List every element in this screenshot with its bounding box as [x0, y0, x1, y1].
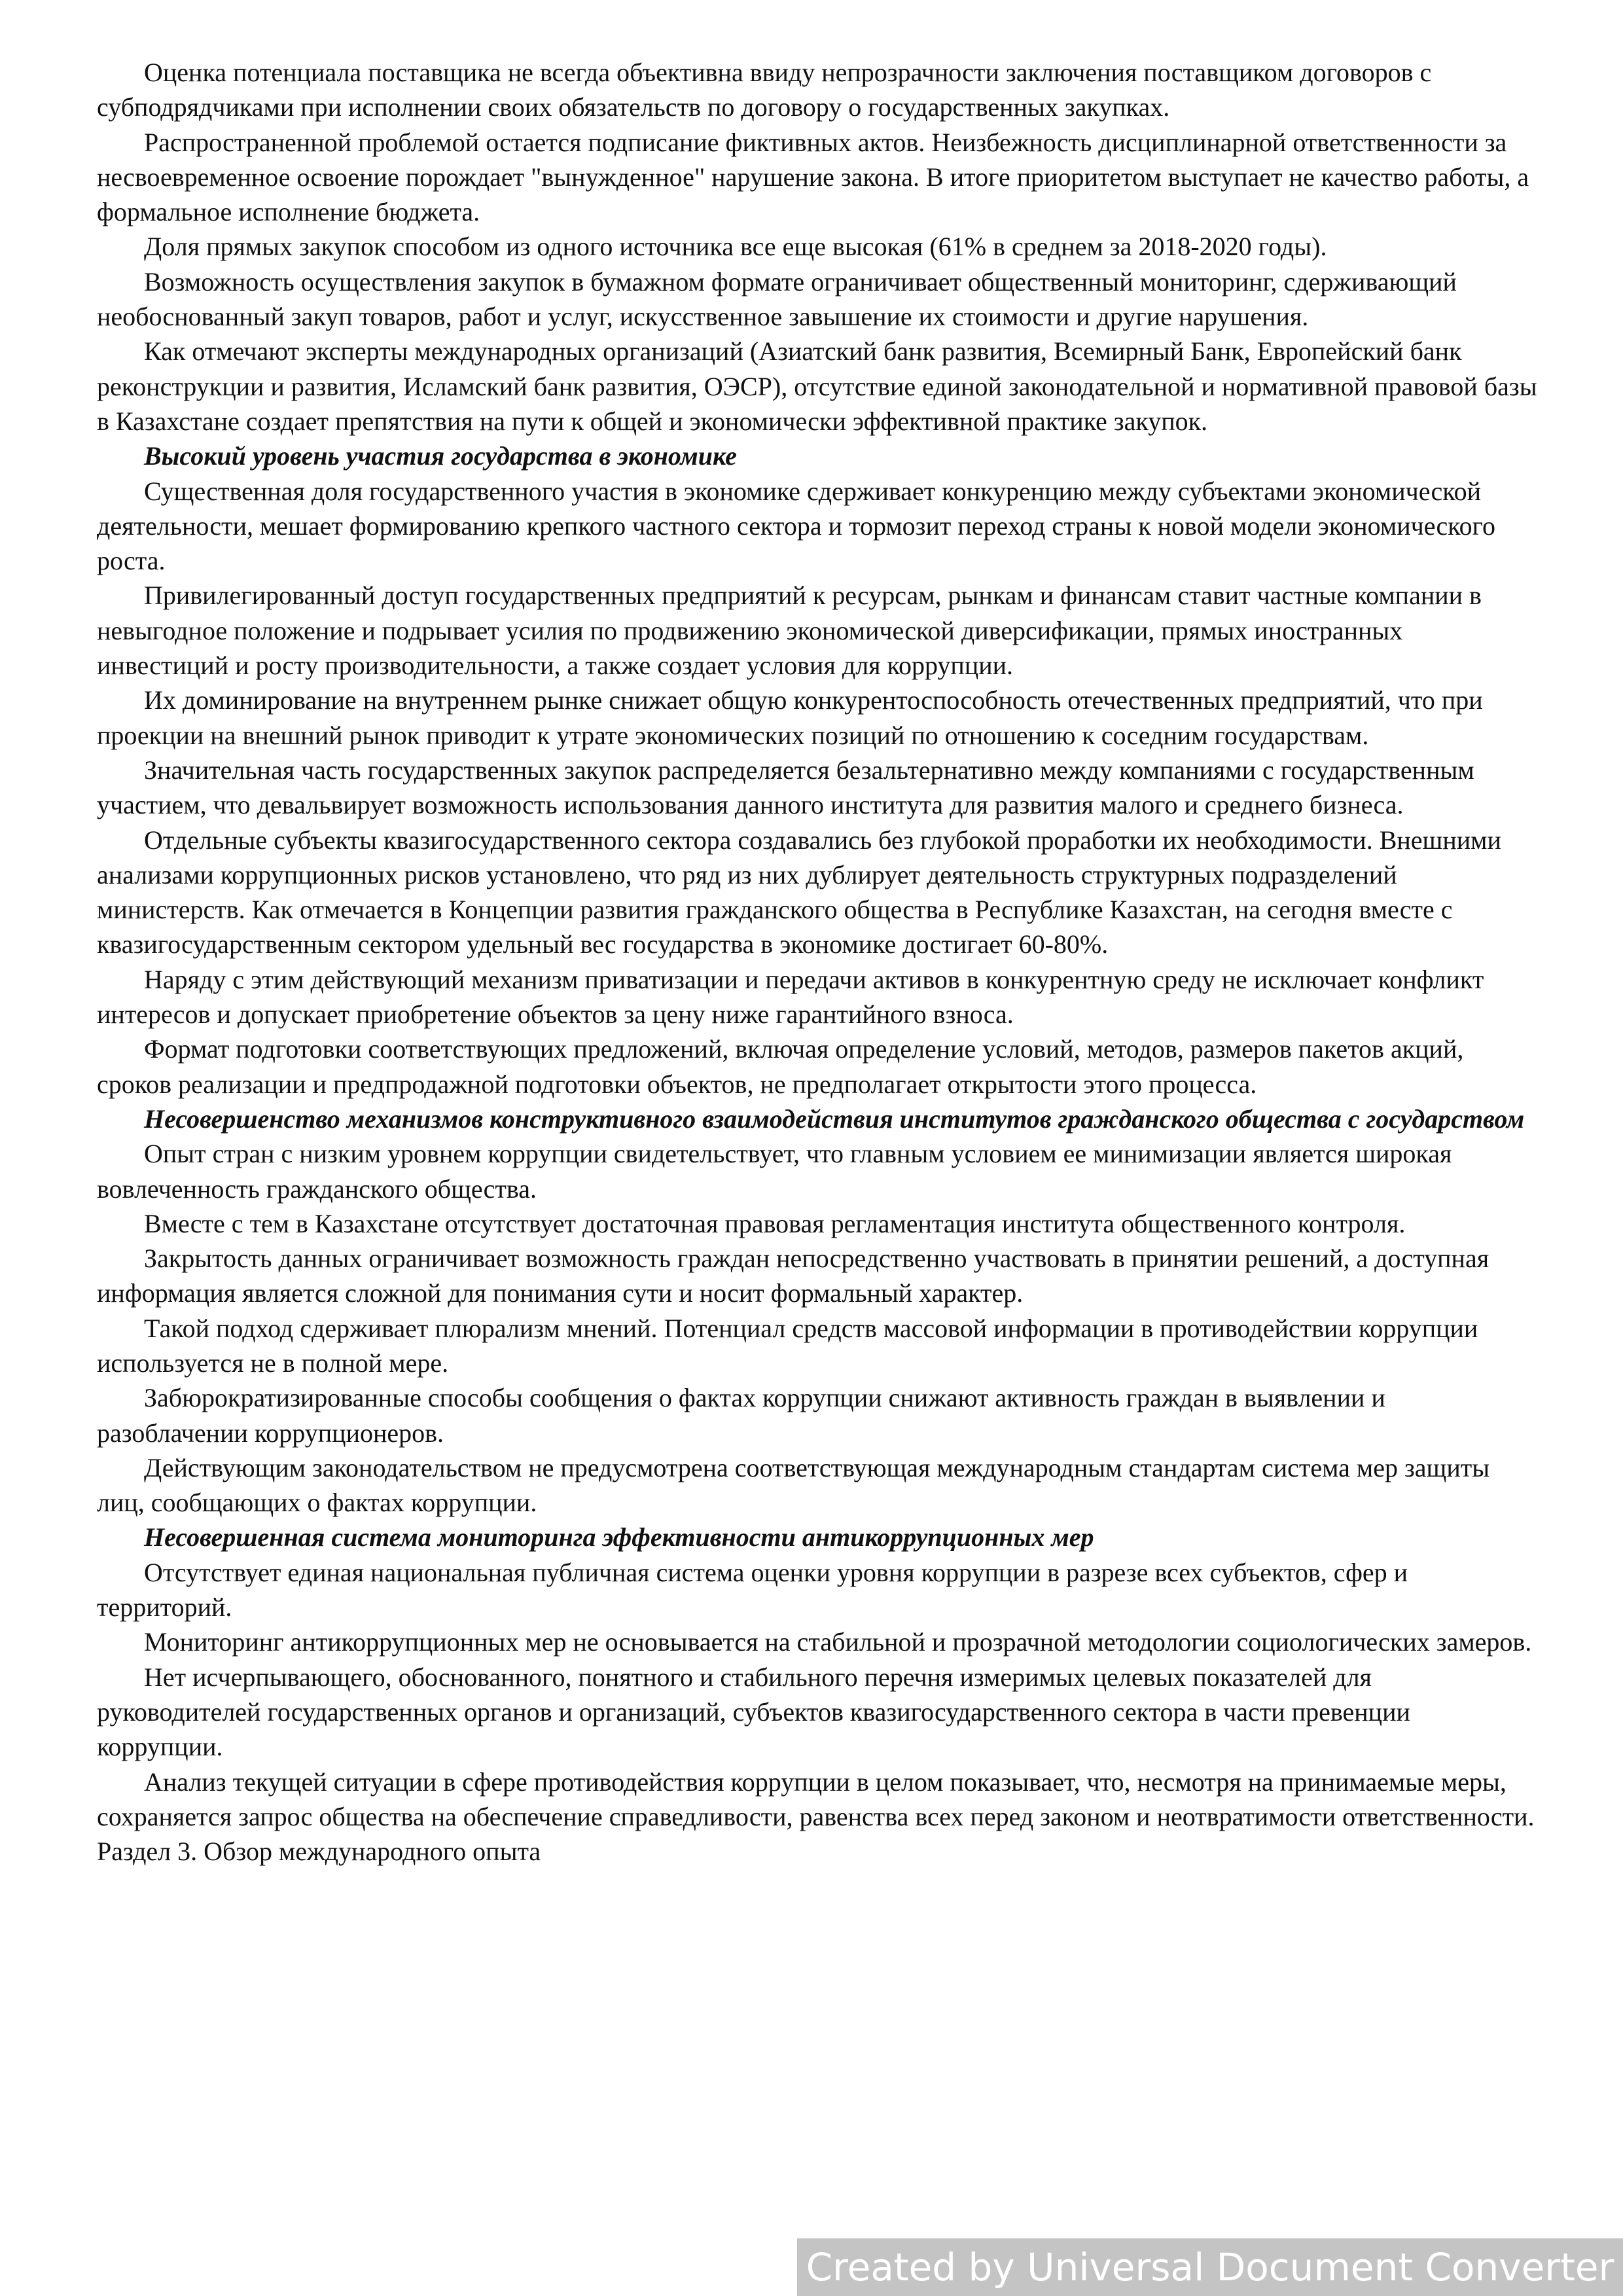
paragraph: Нет исчерпывающего, обоснованного, понятного и стабильного перечня измеримых целевых показателей для руководителей государственных органов и организаций, субъектов квазигосударственного сектора в части превенции коррупции. [97, 1662, 1410, 1762]
subheading: Несовершенная система мониторинга эффективности антикоррупционных мер [144, 1522, 1094, 1552]
paragraph: Распространенной проблемой остается подписание фиктивных актов. Неизбежность дисциплинарной ответственности за несвоевременное освоение порождает "вынужденное" нарушение закона. В итоге приоритетом выступает не качество работы, а формальное исполнение бюджета. [97, 127, 1529, 227]
paragraph: Закрытость данных ограничивает возможность граждан непосредственно участвовать в принятии решений, а доступная информация является сложной для понимания сути и носит формальный характер. [97, 1244, 1489, 1308]
section-title: Раздел 3. Обзор международного опыта [97, 1837, 541, 1867]
document-body [97, 55, 1539, 1869]
paragraph: Как отмечают эксперты международных организаций (Азиатский банк развития, Всемирный Банк, Европейский банк реконструкции и развития, Исламский банк развития, ОЭСР), отсутствие единой законодательной и нормативной правовой базы в Казахстане создает препятствия на пути к общей и экономически эффективной практике закупок. [97, 336, 1537, 436]
paragraph: Такой подход сдерживает плюрализм мнений. Потенциал средств массовой информации в противодействии коррупции используется не в полной мере. [97, 1313, 1478, 1378]
paragraph: Возможность осуществления закупок в бумажном формате ограничивает общественный мониторинг, сдерживающий необоснованный закуп товаров, работ и услуг, искусственное завышение их стоимости и другие нарушения. [97, 266, 1457, 332]
watermark-banner: Created by Universal Document Converter [797, 2238, 1623, 2296]
paragraph: Отдельные субъекты квазигосударственного сектора создавались без глубокой проработки их необходимости. Внешними анализами коррупционных рисков установлено, что ряд из них дублирует деятельность структурных подразделений министерств. Как отмечается в Концепции развития гражданского общества в Республике Казахстан, на сегодня вместе с квазигосударственным сектором удельный вес государства в экономике достигает 60-80%. [97, 825, 1501, 960]
paragraph: Опыт стран с низким уровнем коррупции свидетельствует, что главным условием ее минимизации является широкая вовлеченность гражданского общества. [97, 1139, 1452, 1204]
paragraph: Отсутствует единая национальная публичная система оценки уровня коррупции в разрезе всех субъектов, сфер и территорий. [97, 1557, 1408, 1623]
paragraph: Забюрократизированные способы сообщения о фактах коррупции снижают активность граждан в выявлении и разоблачении коррупционеров. [97, 1383, 1385, 1448]
paragraph: Значительная часть государственных закупок распределяется безальтернативно между компаниями с государственным участием, что девальвирует возможность использования данного института для развития малого и среднего бизнеса. [97, 755, 1474, 820]
paragraph: Оценка потенциала поставщика не всегда объективна ввиду непрозрачности заключения поставщиком договоров с субподрядчиками при исполнении своих обязательств по договору о государственных закупках. [97, 58, 1432, 122]
subheading: Высокий уровень участия государства в экономике [144, 441, 737, 471]
paragraph: Существенная доля государственного участия в экономике сдерживает конкуренцию между субъектами экономической деятельности, мешает формированию крепкого частного сектора и тормозит переход страны к новой модели экономического роста. [97, 476, 1496, 576]
paragraph: Мониторинг антикоррупционных мер не основывается на стабильной и прозрачной методологии социологических замеров. [144, 1627, 1532, 1657]
paragraph: Формат подготовки соответствующих предложений, включая определение условий, методов, размеров пакетов акций, сроков реализации и предпродажной подготовки объектов, не предполагает открытости этого процесса. [97, 1034, 1464, 1099]
paragraph: Анализ текущей ситуации в сфере противодействия коррупции в целом показывает, что, несмотря на принимаемые меры, сохраняется запрос общества на обеспечение справедливости, равенства всех перед законом и неотвратимости ответственности. [97, 1767, 1535, 1831]
paragraph: Их доминирование на внутреннем рынке снижает общую конкурентоспособность отечественных предприятий, что при проекции на внешний рынок приводит к утрате экономических позиций по отношению к соседним государствам. [97, 685, 1483, 750]
paragraph: Действующим законодательством не предусмотрена соответствующая международным стандартам система мер защиты лиц, сообщающих о фактах коррупции. [97, 1452, 1490, 1518]
paragraph: Доля прямых закупок способом из одного источника все еще высокая (61% в среднем за 2018-2020 годы). [144, 232, 1327, 262]
paragraph: Наряду с этим действующий механизм приватизации и передачи активов в конкурентную среду не исключает конфликт интересов и допускает приобретение объектов за цену ниже гарантийного взноса. [97, 964, 1484, 1030]
paragraph: Привилегированный доступ государственных предприятий к ресурсам, рынкам и финансам ставит частные компании в невыгодное положение и подрывает усилия по продвижению экономической диверсификации, прямых иностранных инвестиций и росту производительности, а также создает условия для коррупции. [97, 581, 1482, 681]
paragraph: Вместе с тем в Казахстане отсутствует достаточная правовая регламентация института общественного контроля. [144, 1208, 1406, 1238]
subheading: Несовершенство механизмов конструктивного взаимодействия институтов гражданского общества с государством [144, 1103, 1525, 1134]
